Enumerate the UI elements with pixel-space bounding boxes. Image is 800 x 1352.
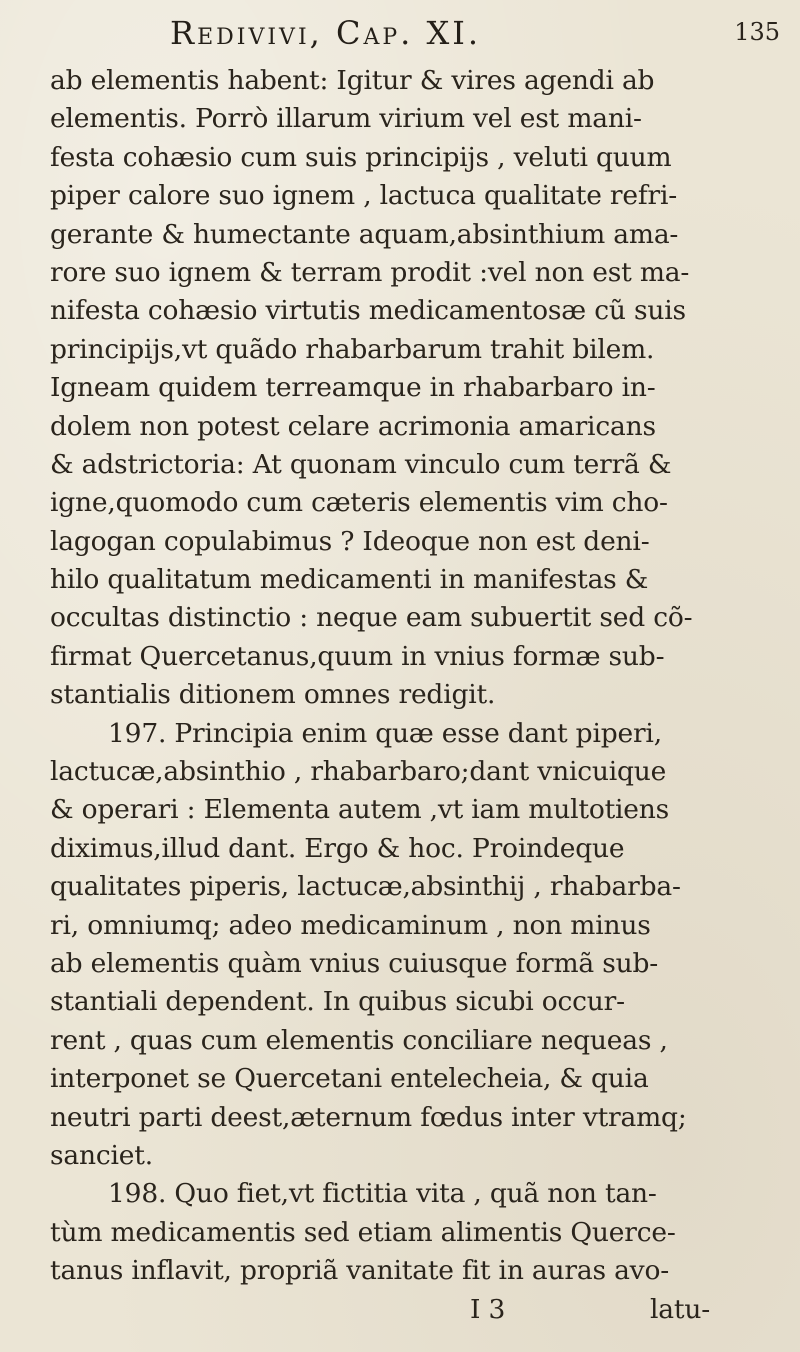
text-line: igne,quomodo cum cæteris elementis vim cho- [50, 487, 668, 519]
text-line: diximus,illud dant. Ergo & hoc. Proindeque [50, 832, 625, 864]
text-line: dolem non potest celare acrimonia amaricans [50, 410, 656, 442]
text-line: principijs,vt quãdo rhabarbarum trahit bilem. [50, 333, 655, 365]
text-line: ab elementis quàm vnius cuiusque formã sub- [50, 947, 658, 979]
text-line: sanciet. [50, 1139, 153, 1171]
text-line: qualitates piperis, lactucæ,absinthij , rhabarba- [50, 871, 681, 903]
text-line: rore suo ignem & terram prodit :vel non est ma- [50, 256, 690, 288]
text-line: & adstrictoria: At quonam vinculo cum terrã & [50, 448, 672, 480]
text-line: ri, omniumq; adeo medicaminum , non minus [50, 909, 651, 941]
text-line: interponet se Quercetani entelecheia, & quia [50, 1063, 649, 1095]
text-line: occultas distinctio : neque eam subuertit sed cõ- [50, 602, 693, 634]
signature-mark: I 3 [470, 1293, 506, 1325]
catchword: latu- [650, 1293, 710, 1325]
text-line: stantialis ditionem omnes redigit. [50, 679, 496, 711]
text-line: nifesta cohæsio virtutis medicamentosæ cũ suis [50, 295, 686, 327]
running-head: Redivivi, Cap. XI. [170, 14, 482, 52]
body-text [50, 62, 770, 1329]
text-line: tùm medicamentis sed etiam alimentis Querce- [50, 1216, 676, 1248]
text-line: hilo qualitatum medicamenti in manifestas & [50, 564, 649, 596]
text-line: festa cohæsio cum suis principijs , veluti quum [50, 141, 672, 173]
text-line: stantiali dependent. In quibus sicubi occur- [50, 986, 625, 1018]
text-line: gerante & humectante aquam,absinthium ama- [50, 218, 679, 250]
paragraph-198-start: 198. Quo fiet,vt fictitia vita , quã non tan- [108, 1178, 657, 1210]
page-header [40, 14, 780, 54]
text-line: neutri parti deest,æternum fœdus inter vtramq; [50, 1101, 687, 1133]
text-line: lactucæ,absinthio , rhabarbaro;dant vnicuique [50, 756, 667, 788]
paragraph-197-start: 197. Principia enim quæ esse dant piperi, [108, 717, 662, 749]
page-number: 135 [734, 18, 780, 46]
text-line: lagogan copulabimus ? Ideoque non est deni- [50, 525, 650, 557]
text-line: firmat Quercetanus,quum in vnius formæ sub- [50, 640, 665, 672]
text-line: & operari : Elementa autem ,vt iam multotiens [50, 794, 670, 826]
text-line: piper calore suo ignem , lactuca qualitate refri- [50, 180, 677, 212]
text-line: ab elementis habent: Igitur & vires agendi ab [50, 65, 655, 96]
text-line: elementis. Porrò illarum virium vel est mani- [50, 103, 642, 135]
text-line: tanus inflavit, propriã vanitate fit in auras avo- [50, 1255, 669, 1287]
text-line: Igneam quidem terreamque in rhabarbaro in- [50, 372, 656, 404]
text-line: rent , quas cum elementis conciliare nequeas , [50, 1024, 668, 1056]
footer-line [50, 1291, 770, 1329]
